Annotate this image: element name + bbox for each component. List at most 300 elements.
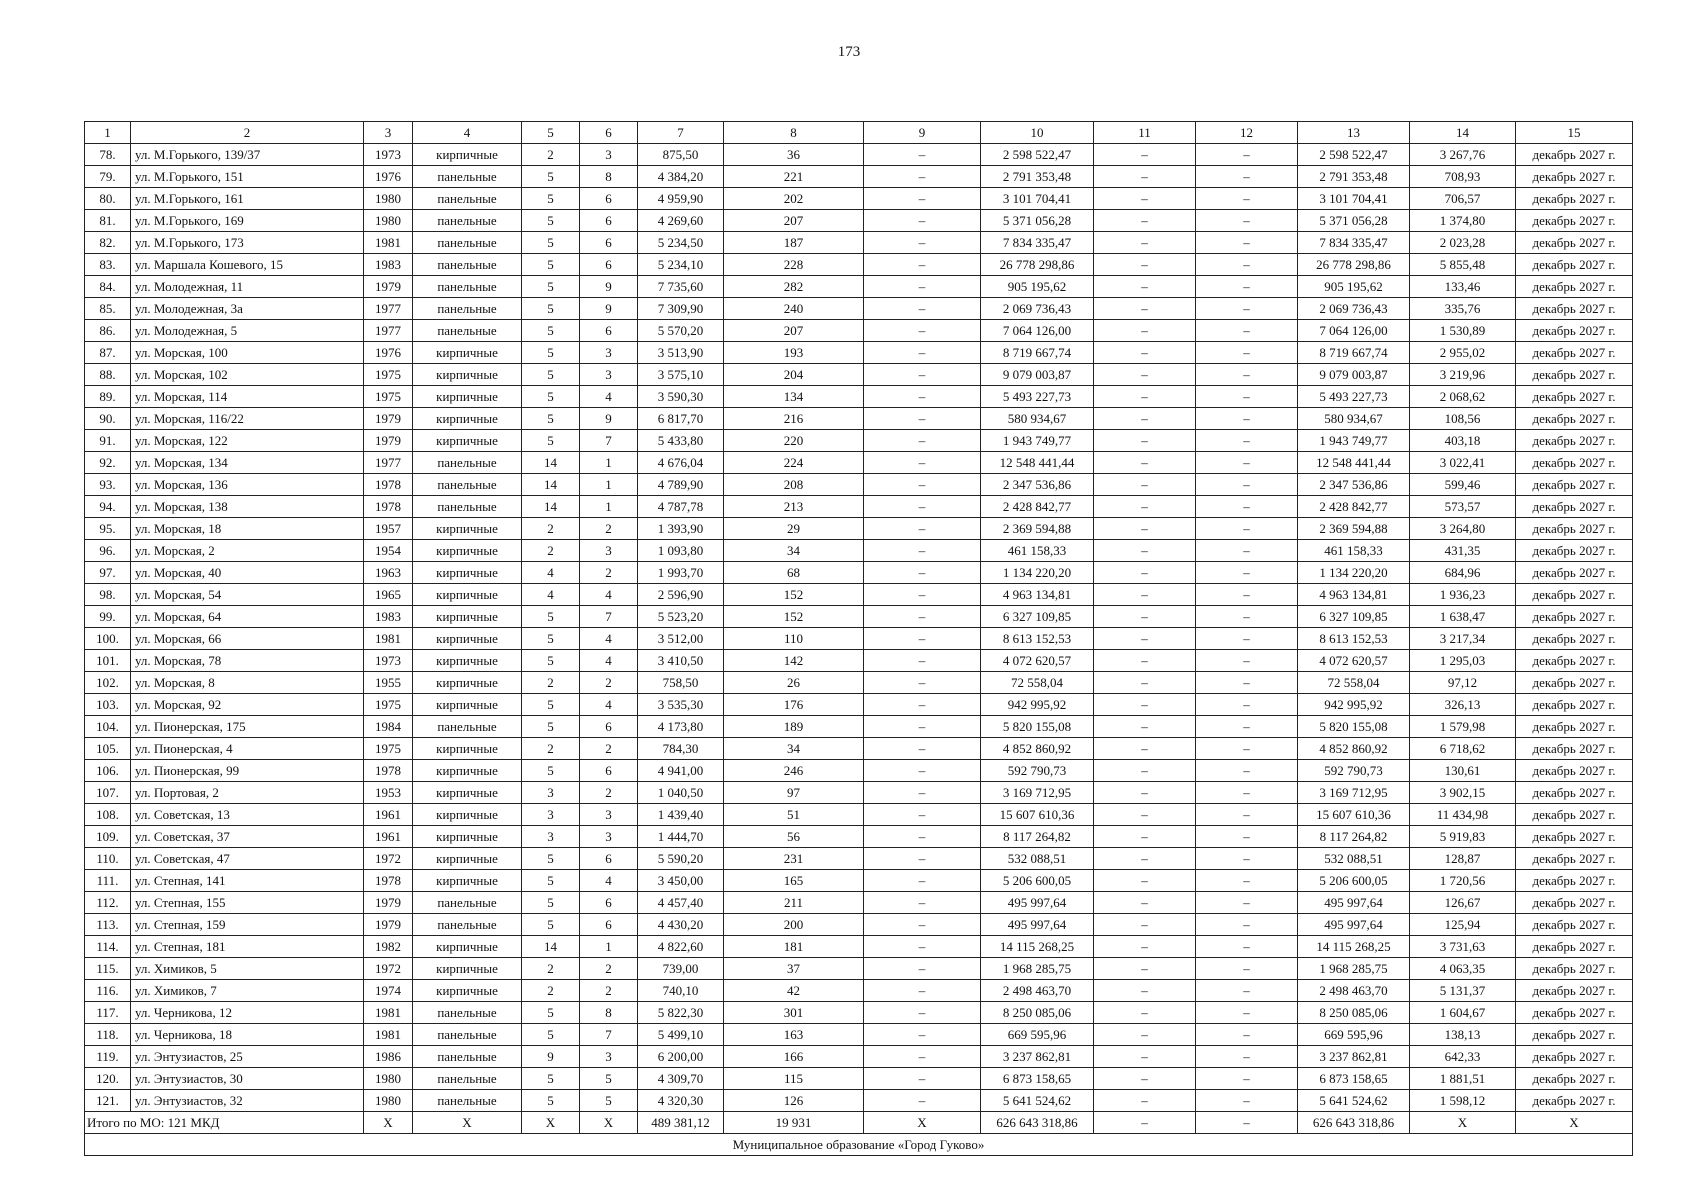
entrances-cell: 7 <box>580 430 638 452</box>
fund-cost-cell: 532 088,51 <box>1298 848 1410 870</box>
total-area-cell: 5 590,20 <box>638 848 724 870</box>
residents-cell: 221 <box>724 166 864 188</box>
cost-col-12-cell: – <box>1196 342 1298 364</box>
table-row <box>85 672 1633 694</box>
table-row <box>85 232 1633 254</box>
table-row <box>85 782 1633 804</box>
cost-per-sqm-cell: 3 264,80 <box>1410 518 1516 540</box>
total-cost-cell: 2 428 842,77 <box>981 496 1094 518</box>
table-row <box>85 518 1633 540</box>
year-built-cell: 1973 <box>364 144 413 166</box>
entrances-cell: 4 <box>580 694 638 716</box>
wall-material-cell: кирпичные <box>413 386 522 408</box>
entrances-cell: 9 <box>580 298 638 320</box>
cost-col-9-cell: – <box>864 408 981 430</box>
entrances-cell: 6 <box>580 232 638 254</box>
deadline-cell: декабрь 2027 г. <box>1516 892 1633 914</box>
entrances-cell: 3 <box>580 144 638 166</box>
total-cost-cell: 461 158,33 <box>981 540 1094 562</box>
fund-cost-cell: 72 558,04 <box>1298 672 1410 694</box>
deadline-cell: декабрь 2027 г. <box>1516 210 1633 232</box>
table-row <box>85 474 1633 496</box>
deadline-cell: декабрь 2027 г. <box>1516 694 1633 716</box>
table-row <box>85 1068 1633 1090</box>
deadline-cell: декабрь 2027 г. <box>1516 166 1633 188</box>
cost-col-9-cell: – <box>864 562 981 584</box>
cost-col-12-cell: – <box>1196 496 1298 518</box>
residents-cell: 193 <box>724 342 864 364</box>
cost-col-9-cell: – <box>864 804 981 826</box>
cost-col-9-cell: – <box>864 474 981 496</box>
cost-col-12-cell: – <box>1196 716 1298 738</box>
deadline-cell: декабрь 2027 г. <box>1516 826 1633 848</box>
row-number-cell: 83. <box>85 254 131 276</box>
address-cell: ул. Степная, 141 <box>131 870 364 892</box>
table-row <box>85 342 1633 364</box>
entrances-cell: 3 <box>580 804 638 826</box>
wall-material-cell: кирпичные <box>413 518 522 540</box>
total-cell: X <box>522 1112 580 1134</box>
housing-table <box>84 121 1633 1156</box>
cost-col-12-cell: – <box>1196 232 1298 254</box>
total-area-cell: 3 590,30 <box>638 386 724 408</box>
fund-cost-cell: 2 069 736,43 <box>1298 298 1410 320</box>
cost-per-sqm-cell: 3 267,76 <box>1410 144 1516 166</box>
total-cost-cell: 2 369 594,88 <box>981 518 1094 540</box>
row-number-cell: 86. <box>85 320 131 342</box>
deadline-cell: декабрь 2027 г. <box>1516 760 1633 782</box>
row-number-cell: 80. <box>85 188 131 210</box>
cost-col-11-cell: – <box>1094 914 1196 936</box>
floors-cell: 2 <box>522 958 580 980</box>
cost-col-12-cell: – <box>1196 650 1298 672</box>
total-cost-cell: 495 997,64 <box>981 892 1094 914</box>
residents-cell: 36 <box>724 144 864 166</box>
address-cell: ул. Молодежная, 3а <box>131 298 364 320</box>
cost-col-11-cell: – <box>1094 342 1196 364</box>
cost-col-12-cell: – <box>1196 848 1298 870</box>
fund-cost-cell: 905 195,62 <box>1298 276 1410 298</box>
table-row <box>85 452 1633 474</box>
address-cell: ул. Химиков, 5 <box>131 958 364 980</box>
cost-col-12-cell: – <box>1196 364 1298 386</box>
wall-material-cell: кирпичные <box>413 826 522 848</box>
cost-col-9-cell: – <box>864 210 981 232</box>
table-row <box>85 144 1633 166</box>
floors-cell: 3 <box>522 782 580 804</box>
entrances-cell: 6 <box>580 716 638 738</box>
year-built-cell: 1983 <box>364 606 413 628</box>
cost-col-11-cell: – <box>1094 606 1196 628</box>
floors-cell: 14 <box>522 496 580 518</box>
floors-cell: 2 <box>522 518 580 540</box>
cost-per-sqm-cell: 3 902,15 <box>1410 782 1516 804</box>
entrances-cell: 6 <box>580 188 638 210</box>
cost-col-11-cell: – <box>1094 1002 1196 1024</box>
residents-cell: 181 <box>724 936 864 958</box>
total-cost-cell: 7 834 335,47 <box>981 232 1094 254</box>
floors-cell: 4 <box>522 562 580 584</box>
cost-col-9-cell: – <box>864 606 981 628</box>
fund-cost-cell: 14 115 268,25 <box>1298 936 1410 958</box>
total-cell: 626 643 318,86 <box>981 1112 1094 1134</box>
fund-cost-cell: 3 101 704,41 <box>1298 188 1410 210</box>
cost-per-sqm-cell: 108,56 <box>1410 408 1516 430</box>
cost-col-9-cell: – <box>864 364 981 386</box>
residents-cell: 166 <box>724 1046 864 1068</box>
table-row <box>85 276 1633 298</box>
residents-cell: 176 <box>724 694 864 716</box>
year-built-cell: 1981 <box>364 1024 413 1046</box>
total-area-cell: 4 320,30 <box>638 1090 724 1112</box>
row-number-cell: 94. <box>85 496 131 518</box>
total-cost-cell: 3 169 712,95 <box>981 782 1094 804</box>
cost-col-11-cell: – <box>1094 760 1196 782</box>
cost-col-9-cell: – <box>864 430 981 452</box>
residents-cell: 216 <box>724 408 864 430</box>
cost-col-11-cell: – <box>1094 430 1196 452</box>
cost-col-12-cell: – <box>1196 562 1298 584</box>
total-cell: X <box>864 1112 981 1134</box>
address-cell: ул. Портовая, 2 <box>131 782 364 804</box>
row-number-cell: 104. <box>85 716 131 738</box>
total-cost-cell: 8 250 085,06 <box>981 1002 1094 1024</box>
cost-col-12-cell: – <box>1196 144 1298 166</box>
cost-col-9-cell: – <box>864 826 981 848</box>
address-cell: ул. Морская, 64 <box>131 606 364 628</box>
year-built-cell: 1981 <box>364 232 413 254</box>
residents-cell: 97 <box>724 782 864 804</box>
section-row <box>85 1134 1633 1156</box>
deadline-cell: декабрь 2027 г. <box>1516 914 1633 936</box>
cost-col-12-cell: – <box>1196 760 1298 782</box>
year-built-cell: 1978 <box>364 496 413 518</box>
year-built-cell: 1954 <box>364 540 413 562</box>
cost-per-sqm-cell: 5 131,37 <box>1410 980 1516 1002</box>
fund-cost-cell: 1 943 749,77 <box>1298 430 1410 452</box>
cost-per-sqm-cell: 1 530,89 <box>1410 320 1516 342</box>
cost-col-11-cell: – <box>1094 496 1196 518</box>
fund-cost-cell: 2 428 842,77 <box>1298 496 1410 518</box>
address-cell: ул. М.Горького, 139/37 <box>131 144 364 166</box>
row-number-cell: 102. <box>85 672 131 694</box>
housing-table-sheet <box>84 121 1632 1156</box>
floors-cell: 5 <box>522 342 580 364</box>
deadline-cell: декабрь 2027 г. <box>1516 254 1633 276</box>
wall-material-cell: панельные <box>413 1090 522 1112</box>
total-area-cell: 6 817,70 <box>638 408 724 430</box>
cost-col-11-cell: – <box>1094 694 1196 716</box>
residents-cell: 152 <box>724 606 864 628</box>
residents-cell: 189 <box>724 716 864 738</box>
floors-cell: 5 <box>522 716 580 738</box>
column-header: 3 <box>364 122 413 144</box>
floors-cell: 5 <box>522 760 580 782</box>
year-built-cell: 1978 <box>364 474 413 496</box>
total-area-cell: 3 575,10 <box>638 364 724 386</box>
fund-cost-cell: 5 371 056,28 <box>1298 210 1410 232</box>
total-cost-cell: 3 237 862,81 <box>981 1046 1094 1068</box>
total-cell: 489 381,12 <box>638 1112 724 1134</box>
cost-col-9-cell: – <box>864 518 981 540</box>
deadline-cell: декабрь 2027 г. <box>1516 738 1633 760</box>
cost-col-12-cell: – <box>1196 210 1298 232</box>
year-built-cell: 1976 <box>364 166 413 188</box>
entrances-cell: 6 <box>580 848 638 870</box>
entrances-cell: 6 <box>580 320 638 342</box>
cost-per-sqm-cell: 2 955,02 <box>1410 342 1516 364</box>
cost-col-11-cell: – <box>1094 364 1196 386</box>
column-number-row <box>85 122 1633 144</box>
floors-cell: 5 <box>522 914 580 936</box>
table-row <box>85 166 1633 188</box>
floors-cell: 9 <box>522 1046 580 1068</box>
address-cell: ул. Морская, 92 <box>131 694 364 716</box>
row-number-cell: 110. <box>85 848 131 870</box>
address-cell: ул. Морская, 78 <box>131 650 364 672</box>
fund-cost-cell: 1 968 285,75 <box>1298 958 1410 980</box>
address-cell: ул. Морская, 8 <box>131 672 364 694</box>
total-area-cell: 758,50 <box>638 672 724 694</box>
total-cost-cell: 1 943 749,77 <box>981 430 1094 452</box>
cost-per-sqm-cell: 130,61 <box>1410 760 1516 782</box>
table-row <box>85 584 1633 606</box>
entrances-cell: 2 <box>580 738 638 760</box>
total-cell: X <box>580 1112 638 1134</box>
cost-per-sqm-cell: 708,93 <box>1410 166 1516 188</box>
cost-col-12-cell: – <box>1196 518 1298 540</box>
wall-material-cell: кирпичные <box>413 144 522 166</box>
wall-material-cell: кирпичные <box>413 936 522 958</box>
year-built-cell: 1977 <box>364 320 413 342</box>
residents-cell: 126 <box>724 1090 864 1112</box>
cost-col-12-cell: – <box>1196 870 1298 892</box>
year-built-cell: 1975 <box>364 694 413 716</box>
year-built-cell: 1982 <box>364 936 413 958</box>
total-area-cell: 5 570,20 <box>638 320 724 342</box>
fund-cost-cell: 7 834 335,47 <box>1298 232 1410 254</box>
fund-cost-cell: 2 598 522,47 <box>1298 144 1410 166</box>
floors-cell: 5 <box>522 848 580 870</box>
cost-col-9-cell: – <box>864 452 981 474</box>
floors-cell: 5 <box>522 210 580 232</box>
residents-cell: 163 <box>724 1024 864 1046</box>
address-cell: ул. Морская, 18 <box>131 518 364 540</box>
row-number-cell: 106. <box>85 760 131 782</box>
year-built-cell: 1973 <box>364 650 413 672</box>
fund-cost-cell: 4 852 860,92 <box>1298 738 1410 760</box>
total-cost-cell: 5 493 227,73 <box>981 386 1094 408</box>
total-area-cell: 5 499,10 <box>638 1024 724 1046</box>
floors-cell: 14 <box>522 452 580 474</box>
row-number-cell: 82. <box>85 232 131 254</box>
cost-per-sqm-cell: 684,96 <box>1410 562 1516 584</box>
deadline-cell: декабрь 2027 г. <box>1516 188 1633 210</box>
entrances-cell: 2 <box>580 958 638 980</box>
column-header: 10 <box>981 122 1094 144</box>
row-number-cell: 85. <box>85 298 131 320</box>
table-row <box>85 650 1633 672</box>
total-area-cell: 4 384,20 <box>638 166 724 188</box>
row-number-cell: 101. <box>85 650 131 672</box>
floors-cell: 5 <box>522 1002 580 1024</box>
cost-col-12-cell: – <box>1196 804 1298 826</box>
deadline-cell: декабрь 2027 г. <box>1516 298 1633 320</box>
year-built-cell: 1978 <box>364 760 413 782</box>
wall-material-cell: панельные <box>413 188 522 210</box>
total-area-cell: 1 093,80 <box>638 540 724 562</box>
row-number-cell: 79. <box>85 166 131 188</box>
year-built-cell: 1979 <box>364 276 413 298</box>
year-built-cell: 1980 <box>364 210 413 232</box>
cost-col-11-cell: – <box>1094 870 1196 892</box>
cost-col-12-cell: – <box>1196 1090 1298 1112</box>
table-row <box>85 606 1633 628</box>
total-area-cell: 4 789,90 <box>638 474 724 496</box>
residents-cell: 213 <box>724 496 864 518</box>
table-row <box>85 386 1633 408</box>
fund-cost-cell: 4 072 620,57 <box>1298 650 1410 672</box>
total-cost-cell: 1 134 220,20 <box>981 562 1094 584</box>
total-cell: X <box>413 1112 522 1134</box>
table-row <box>85 848 1633 870</box>
row-number-cell: 99. <box>85 606 131 628</box>
wall-material-cell: панельные <box>413 166 522 188</box>
deadline-cell: декабрь 2027 г. <box>1516 1090 1633 1112</box>
row-number-cell: 115. <box>85 958 131 980</box>
cost-per-sqm-cell: 5 919,83 <box>1410 826 1516 848</box>
total-area-cell: 7 735,60 <box>638 276 724 298</box>
cost-col-11-cell: – <box>1094 518 1196 540</box>
table-row <box>85 892 1633 914</box>
cost-col-9-cell: – <box>864 276 981 298</box>
residents-cell: 207 <box>724 210 864 232</box>
table-row <box>85 628 1633 650</box>
total-area-cell: 4 269,60 <box>638 210 724 232</box>
residents-cell: 207 <box>724 320 864 342</box>
address-cell: ул. Степная, 181 <box>131 936 364 958</box>
table-row <box>85 320 1633 342</box>
fund-cost-cell: 8 250 085,06 <box>1298 1002 1410 1024</box>
residents-cell: 208 <box>724 474 864 496</box>
cost-col-9-cell: – <box>864 1002 981 1024</box>
floors-cell: 5 <box>522 386 580 408</box>
wall-material-cell: панельные <box>413 298 522 320</box>
row-number-cell: 116. <box>85 980 131 1002</box>
year-built-cell: 1953 <box>364 782 413 804</box>
total-cell: – <box>1094 1112 1196 1134</box>
residents-cell: 165 <box>724 870 864 892</box>
cost-col-11-cell: – <box>1094 298 1196 320</box>
cost-per-sqm-cell: 335,76 <box>1410 298 1516 320</box>
cost-col-11-cell: – <box>1094 166 1196 188</box>
cost-col-11-cell: – <box>1094 1090 1196 1112</box>
entrances-cell: 2 <box>580 518 638 540</box>
floors-cell: 14 <box>522 474 580 496</box>
fund-cost-cell: 8 719 667,74 <box>1298 342 1410 364</box>
cost-col-12-cell: – <box>1196 782 1298 804</box>
year-built-cell: 1979 <box>364 892 413 914</box>
total-cost-cell: 4 072 620,57 <box>981 650 1094 672</box>
residents-cell: 37 <box>724 958 864 980</box>
floors-cell: 5 <box>522 870 580 892</box>
cost-col-11-cell: – <box>1094 254 1196 276</box>
residents-cell: 115 <box>724 1068 864 1090</box>
residents-cell: 282 <box>724 276 864 298</box>
cost-col-11-cell: – <box>1094 738 1196 760</box>
table-row <box>85 958 1633 980</box>
wall-material-cell: кирпичные <box>413 870 522 892</box>
cost-col-11-cell: – <box>1094 408 1196 430</box>
entrances-cell: 4 <box>580 650 638 672</box>
cost-col-12-cell: – <box>1196 980 1298 1002</box>
total-cell: 19 931 <box>724 1112 864 1134</box>
entrances-cell: 3 <box>580 1046 638 1068</box>
total-area-cell: 4 676,04 <box>638 452 724 474</box>
floors-cell: 2 <box>522 980 580 1002</box>
year-built-cell: 1986 <box>364 1046 413 1068</box>
total-cost-cell: 5 206 600,05 <box>981 870 1094 892</box>
total-area-cell: 4 430,20 <box>638 914 724 936</box>
cost-col-12-cell: – <box>1196 540 1298 562</box>
cost-per-sqm-cell: 431,35 <box>1410 540 1516 562</box>
total-cost-cell: 3 101 704,41 <box>981 188 1094 210</box>
cost-col-11-cell: – <box>1094 232 1196 254</box>
row-number-cell: 120. <box>85 1068 131 1090</box>
cost-col-12-cell: – <box>1196 936 1298 958</box>
table-row <box>85 254 1633 276</box>
deadline-cell: декабрь 2027 г. <box>1516 518 1633 540</box>
cost-col-11-cell: – <box>1094 936 1196 958</box>
total-area-cell: 5 822,30 <box>638 1002 724 1024</box>
entrances-cell: 2 <box>580 562 638 584</box>
cost-col-9-cell: – <box>864 540 981 562</box>
table-row <box>85 562 1633 584</box>
column-header: 5 <box>522 122 580 144</box>
cost-per-sqm-cell: 128,87 <box>1410 848 1516 870</box>
cost-per-sqm-cell: 1 374,80 <box>1410 210 1516 232</box>
address-cell: ул. Молодежная, 5 <box>131 320 364 342</box>
wall-material-cell: панельные <box>413 1046 522 1068</box>
cost-col-11-cell: – <box>1094 672 1196 694</box>
total-cost-cell: 8 613 152,53 <box>981 628 1094 650</box>
fund-cost-cell: 5 206 600,05 <box>1298 870 1410 892</box>
deadline-cell: декабрь 2027 г. <box>1516 320 1633 342</box>
row-number-cell: 121. <box>85 1090 131 1112</box>
cost-per-sqm-cell: 3 022,41 <box>1410 452 1516 474</box>
deadline-cell: декабрь 2027 г. <box>1516 1002 1633 1024</box>
cost-per-sqm-cell: 4 063,35 <box>1410 958 1516 980</box>
cost-per-sqm-cell: 133,46 <box>1410 276 1516 298</box>
cost-per-sqm-cell: 1 598,12 <box>1410 1090 1516 1112</box>
entrances-cell: 8 <box>580 1002 638 1024</box>
year-built-cell: 1978 <box>364 870 413 892</box>
total-cost-cell: 580 934,67 <box>981 408 1094 430</box>
cost-per-sqm-cell: 126,67 <box>1410 892 1516 914</box>
column-header: 8 <box>724 122 864 144</box>
floors-cell: 5 <box>522 254 580 276</box>
total-area-cell: 875,50 <box>638 144 724 166</box>
address-cell: ул. Советская, 47 <box>131 848 364 870</box>
cost-per-sqm-cell: 125,94 <box>1410 914 1516 936</box>
row-number-cell: 90. <box>85 408 131 430</box>
year-built-cell: 1975 <box>364 738 413 760</box>
address-cell: ул. М.Горького, 173 <box>131 232 364 254</box>
address-cell: ул. М.Горького, 151 <box>131 166 364 188</box>
floors-cell: 2 <box>522 540 580 562</box>
residents-cell: 187 <box>724 232 864 254</box>
cost-col-12-cell: – <box>1196 452 1298 474</box>
